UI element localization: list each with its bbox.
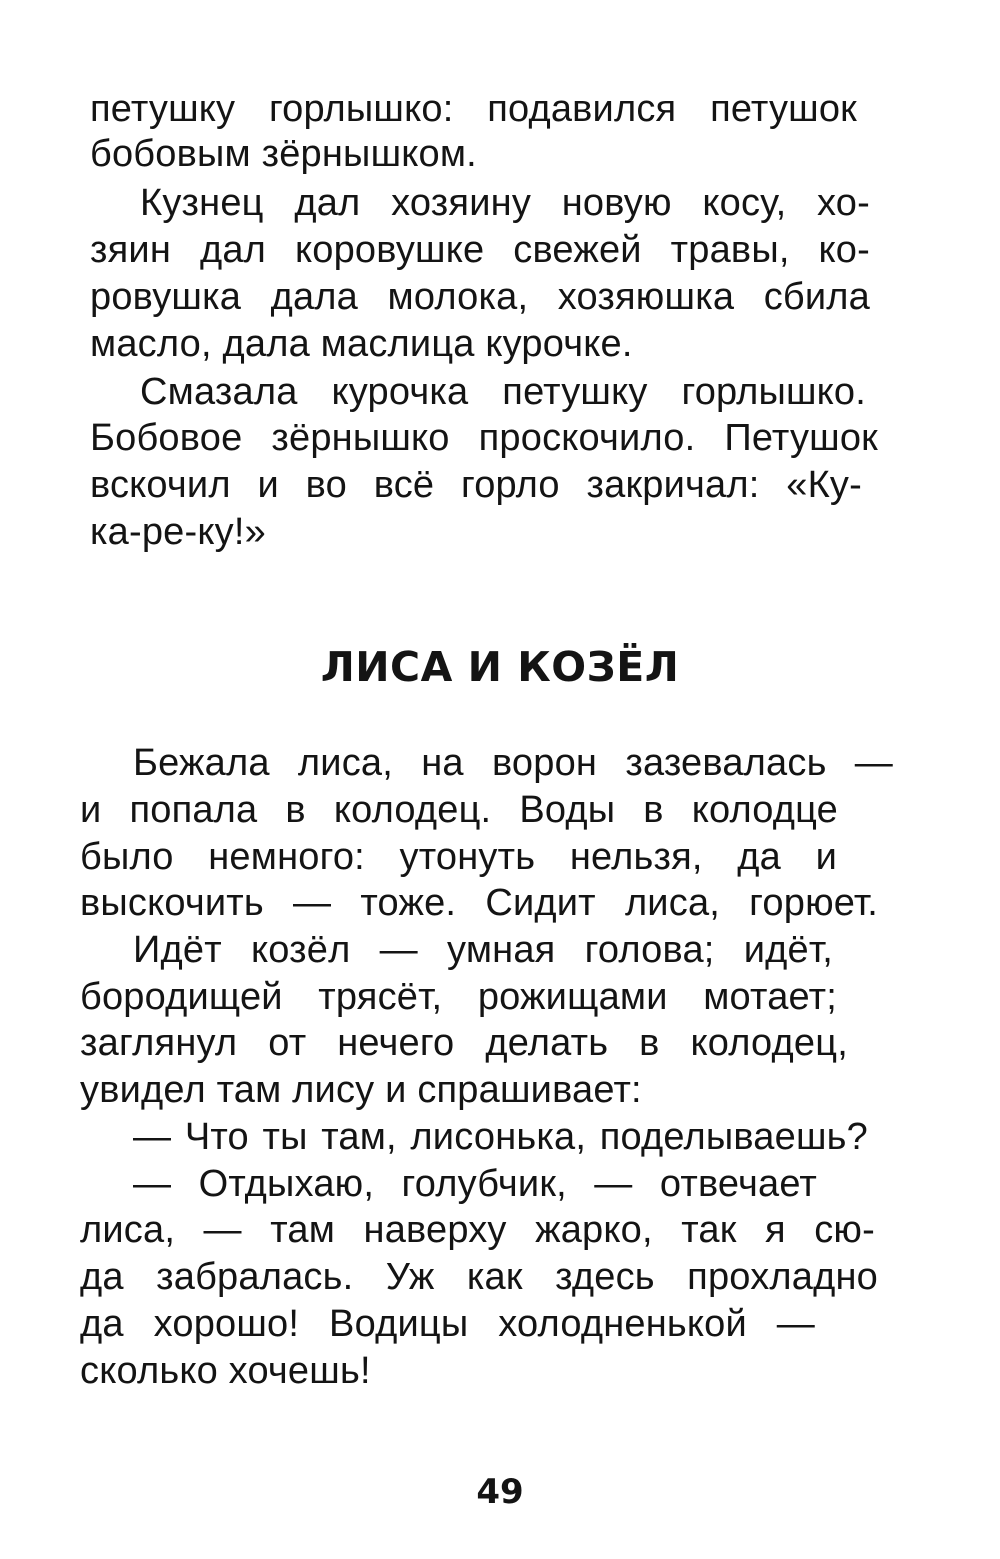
text-line: Идёт козёл — умная голова; идёт, <box>133 929 833 971</box>
text-line: ка-ре-ку!» <box>90 511 266 553</box>
text-line: было немного: утонуть нельзя, да и <box>80 836 837 878</box>
text-line: Бежала лиса, на ворон зазевалась — <box>133 742 893 784</box>
text-line: Бобовое зёрнышко проскочило. Петушок <box>90 417 878 459</box>
text-line: — Отдыхаю, голубчик, — отвечает <box>133 1163 817 1205</box>
story-title: ЛИСА И КОЗЁЛ <box>320 643 680 691</box>
text-line: и попала в колодец. Воды в колодце <box>80 789 838 831</box>
text-line: увидел там лису и спрашивает: <box>80 1069 642 1111</box>
page-number: 49 <box>476 1472 524 1512</box>
text-line: зяин дал коровушке свежей травы, ко- <box>90 229 870 271</box>
text-line: Смазала курочка петушку горлышко. <box>140 371 866 413</box>
text-line: масло, дала маслица курочке. <box>90 323 633 365</box>
text-line: да забралась. Уж как здесь прохладно <box>80 1256 878 1298</box>
text-line: — Что ты там, лисонька, поделываешь? <box>133 1116 868 1158</box>
text-line: бородищей трясёт, рожищами мотает; <box>80 976 837 1018</box>
text-line: да хорошо! Водицы холодненькой — <box>80 1303 815 1345</box>
text-line: заглянул от нечего делать в колодец, <box>80 1022 848 1064</box>
text-line: лиса, — там наверху жарко, так я сю- <box>80 1209 875 1251</box>
text-line: вскочил и во всё горло закричал: «Ку- <box>90 464 862 506</box>
text-line: Кузнец дал хозяину новую косу, хо- <box>140 182 870 224</box>
text-line: петушку горлышко: подавился петушок <box>90 88 857 130</box>
text-line: ровушка дала молока, хозяюшка сбила <box>90 276 870 318</box>
text-line: выскочить — тоже. Сидит лиса, горюет. <box>80 882 878 924</box>
text-line: сколько хочешь! <box>80 1350 371 1392</box>
text-line: бобовым зёрнышком. <box>90 133 477 175</box>
